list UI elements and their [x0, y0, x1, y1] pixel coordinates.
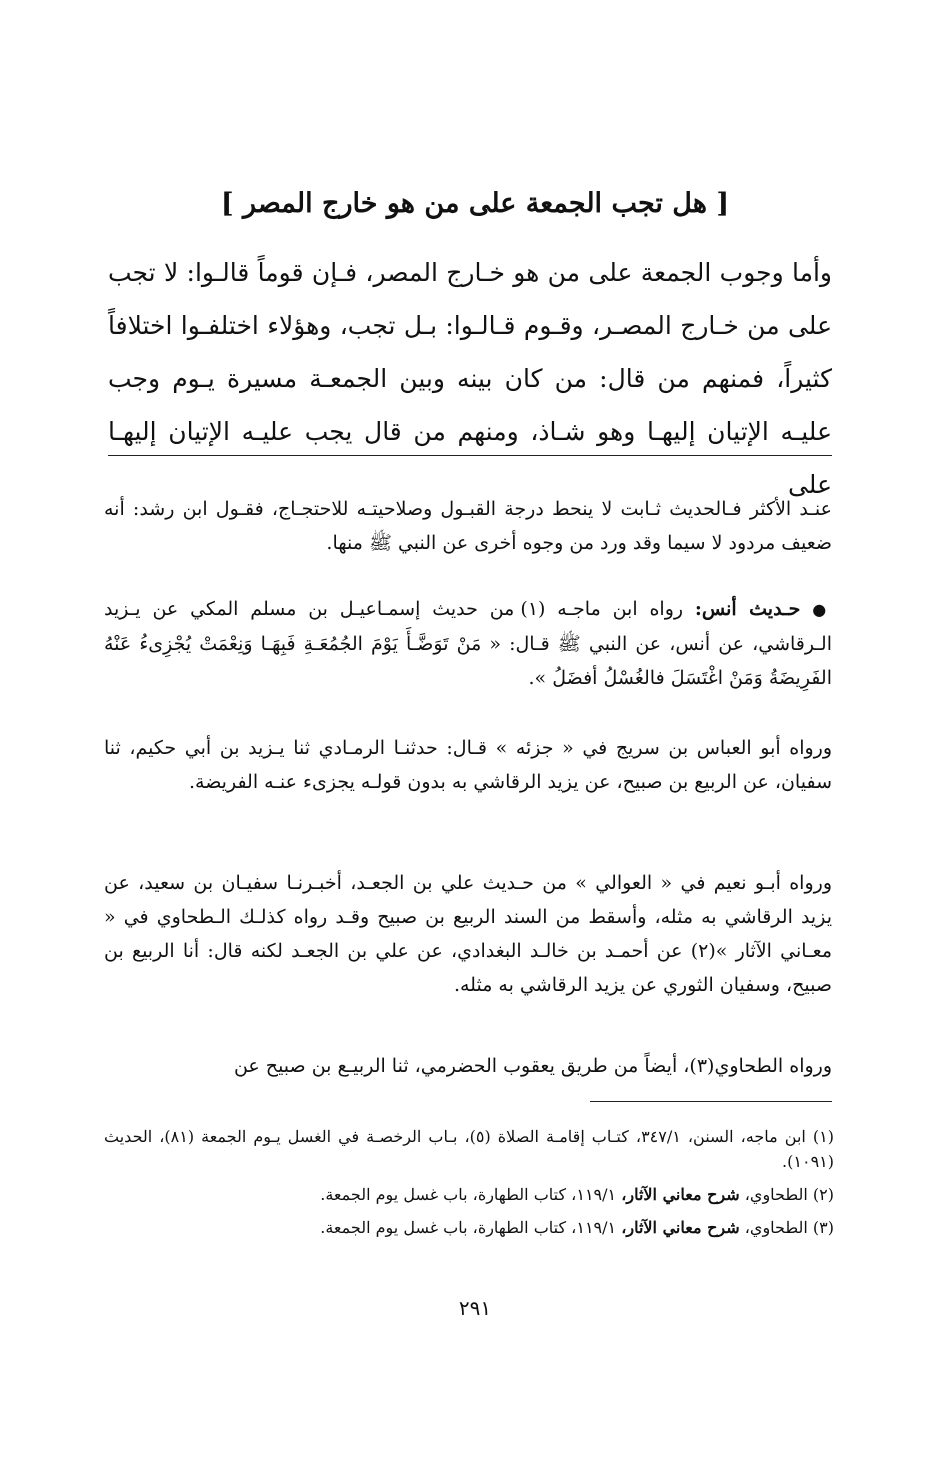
- commentary-text-1: عنـد الأكثر فـالحديث ثـابت لا ينحط درجة القبـول وصلاحيتـه للاحتجـاج، فقـول ابن رشد: أنه ضعيف مردود لا سيما وقد ورد من وجوه أخرى عن النبي ﷺ منها.: [104, 498, 832, 554]
- main-text-block: [108, 246, 832, 511]
- commentary-paragraph-1: [104, 492, 832, 560]
- footnote-number: (٣): [812, 1218, 834, 1237]
- footnote-number: (٢): [812, 1185, 834, 1204]
- commentary-text-3: ورواه أبو العباس بن سريج في « جزئه » قـال: حدثنـا الرمـادي ثنا يـزيد بن أبي حكيم، ثنا سفيان، عن الربيع بن صبيح، عن يزيد الرقاشي به بدون قولـه يجزىء عنـه الفريضة.: [104, 737, 832, 793]
- footnote-text: ابن ماجه، السنن، ٣٤٧/١، كتـاب إقامـة الصلاة (٥)، بـاب الرخصـة في الغسل يـوم الجمعة (٨١)، الحديث (١٠٩١).: [104, 1127, 834, 1171]
- commentary-text-5: ورواه الطحاوي(٣)، أيضاً من طريق يعقوب الحضرمي، ثنا الربيـع بن صبيح عن: [233, 1055, 832, 1077]
- commentary-paragraph-2: [104, 592, 832, 695]
- commentary-paragraph-4: [104, 866, 832, 1002]
- footnote-1: [104, 1124, 834, 1174]
- footnote-divider: [590, 1101, 832, 1102]
- commentary-text-4: ورواه أبـو نعيم في « العوالي » من حـديث علي بن الجعـد، أخبـرنـا سفيـان بن سعيد، عن يزيد الرقاشي به مثله، وأسقط من السند الربيع بن صبيح وقـد رواه كذلـك الـطحاوي في « معـاني الآثار »(٢) عن أحمـد بن خالـد البغدادي، عن علي بن الجعـد لكنه قال: أنا الربيع بن صبيح، وسفيان الثوري عن يزيد الرقاشي به مثله.: [104, 872, 832, 996]
- bullet-icon: ●: [812, 600, 832, 619]
- commentary-paragraph-3: [104, 731, 832, 799]
- footnote-work-title: شرح معاني الآثار،: [621, 1185, 740, 1204]
- hadith-anas-body: رواه ابن ماجـه (١) من حديث إسمـاعيـل بن مسلم المكي عن يـزيد الـرقاشي، عن أنس، عن النبي ﷺ قـال: « مَنْ تَوَضَّـأَ يَوْمَ الجُمُعَـةِ فَبِهَـا وَنِعْمَتْ يُجْزِىءُ عَنْهُ الفَرِيضَةُ وَمَنْ اغْتَسَلَ فالغُسْلُ أفضَلُ ».: [104, 598, 832, 689]
- commentary-divider: [108, 455, 832, 456]
- commentary-paragraph-5: [104, 1049, 832, 1083]
- page-number: ٢٩١: [458, 1296, 492, 1320]
- footnotes: [104, 1124, 834, 1248]
- main-paragraph: وأما وجوب الجمعة على من هو خـارج المصر، فـإن قوماً قالـوا: لا تجب على من خـارج المصـر، وقـوم قـالـوا: بـل تجب، وهؤلاء اختلفـوا اختلافاً كثيراً، فمنهم من قال: من كان بينه وبين الجمعـة مسيرة يـوم وجب عليـه الإتيان إليهـا وهو شـاذ، ومنهم من قال يجب عليـه الإتيان إليهـا على: [108, 258, 832, 499]
- footnote-reference: ١١٩/١، كتاب الطهارة، باب غسل يوم الجمعة.: [320, 1218, 617, 1237]
- hadith-anas-lead: حـديث أنس:: [694, 598, 801, 620]
- commentary-text-2: [104, 592, 832, 695]
- footnote-author: الطحاوي،: [744, 1218, 808, 1237]
- footnote-author: الطحاوي،: [744, 1185, 808, 1204]
- footnote-number: (١): [812, 1127, 834, 1146]
- footnote-3: [104, 1215, 834, 1240]
- footnote-2: [104, 1182, 834, 1207]
- section-heading: [ هل تجب الجمعة على من هو خارج المصر ]: [220, 188, 730, 219]
- footnote-work-title: شرح معاني الآثار،: [621, 1218, 740, 1237]
- footnote-reference: ١١٩/١، كتاب الطهارة، باب غسل يوم الجمعة.: [320, 1185, 617, 1204]
